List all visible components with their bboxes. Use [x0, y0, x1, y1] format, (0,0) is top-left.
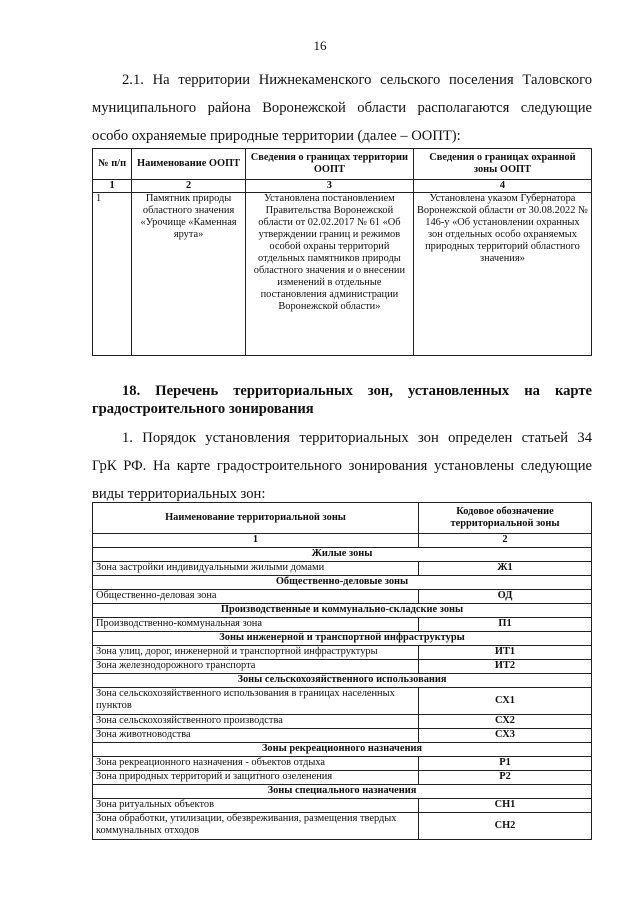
zone-group-title: Зоны рекреационного назначения [93, 743, 592, 757]
zone-group-row [93, 604, 592, 618]
heading-line: 18. Перечень территориальных зон, установленных на карте [122, 383, 592, 399]
zone-group-title: Жилые зоны [93, 548, 592, 562]
paragraph-line: ГрК РФ. На карте градостроительного зонирования установлены следующие [92, 458, 592, 474]
zone-name: Зона застройки индивидуальными жилыми домами [93, 562, 419, 576]
zone-code: ИТ1 [419, 646, 592, 660]
table-row [93, 688, 592, 715]
column-number: 1 [93, 180, 132, 193]
paragraph-line: муниципального района Воронежской области располагаются следующие [92, 100, 592, 116]
paragraph-line: 1. Порядок установления территориальных зон определен статьей 34 [122, 430, 592, 446]
table-row [93, 590, 592, 604]
zone-group-title: Зоны сельскохозяйственного использования [93, 674, 592, 688]
zone-group-title: Зоны специального назначения [93, 785, 592, 799]
zone-name: Производственно-коммунальная зона [93, 618, 419, 632]
zone-group-row [93, 674, 592, 688]
page-number: 16 [313, 38, 327, 53]
zone-name: Общественно-деловая зона [93, 590, 419, 604]
oopt-table [92, 148, 592, 356]
table-row [93, 562, 592, 576]
paragraph-line: особо охраняемые природные территории (далее – ООПТ): [92, 128, 461, 144]
zone-name: Зона обработки, утилизации, обезвреживания, размещения твердых коммунальных отходов [93, 813, 419, 840]
zone-group-title: Производственные и коммунально-складские зоны [93, 604, 592, 618]
column-number: 1 [93, 534, 419, 548]
zone-code: ИТ2 [419, 660, 592, 674]
heading-line: градостроительного зонирования [92, 401, 314, 417]
zone-code: СХ1 [419, 688, 592, 715]
zone-name: Зона рекреационного назначения - объектов отдыха [93, 757, 419, 771]
zone-group-row [93, 632, 592, 646]
zone-code: Ж1 [419, 562, 592, 576]
zone-name: Зона улиц, дорог, инженерной и транспортной инфраструктуры [93, 646, 419, 660]
zone-code: Р2 [419, 771, 592, 785]
zone-group-title: Общественно-деловые зоны [93, 576, 592, 590]
zone-code: СН2 [419, 813, 592, 840]
table-row [93, 729, 592, 743]
column-number: 3 [245, 180, 413, 193]
zone-name: Зона животноводства [93, 729, 419, 743]
paragraph-line: виды территориальных зон: [92, 486, 266, 502]
zone-name: Зона железнодорожного транспорта [93, 660, 419, 674]
zone-code: П1 [419, 618, 592, 632]
column-number: 4 [413, 180, 591, 193]
oopt-name: Памятник природы областного значения «Урочище «Каменная ярута» [132, 193, 246, 356]
zone-name: Зона сельскохозяйственного использования в границах населенных пунктов [93, 688, 419, 715]
table-header: Кодовое обозначение территориальной зоны [419, 503, 592, 534]
zone-group-row [93, 743, 592, 757]
row-number: 1 [93, 193, 132, 356]
zone-name: Зона ритуальных объектов [93, 799, 419, 813]
zone-code: ОД [419, 590, 592, 604]
table-header: Сведения о границах охранной зоны ООПТ [413, 149, 591, 180]
zone-code: СХ3 [419, 729, 592, 743]
column-number: 2 [419, 534, 592, 548]
table-row [93, 771, 592, 785]
zone-name: Зона сельскохозяйственного производства [93, 715, 419, 729]
paragraph-zones-intro [92, 424, 592, 508]
oopt-buffer-zone-info: Установлена указом Губернатора Воронежской области от 30.08.2022 № 146-у «Об установлении охранных зон отдельных особо охраняемых природных территорий областного значения» [413, 193, 591, 356]
table-header: Наименование ООПТ [132, 149, 246, 180]
table-row [93, 618, 592, 632]
table-row [93, 660, 592, 674]
zone-group-row [93, 785, 592, 799]
zone-group-row [93, 548, 592, 562]
table-header: № п/п [93, 149, 132, 180]
table-row [93, 813, 592, 840]
zone-name: Зона природных территорий и защитного озеленения [93, 771, 419, 785]
table-row [93, 715, 592, 729]
zone-code: Р1 [419, 757, 592, 771]
table-row [93, 193, 592, 356]
table-header: Сведения о границах территории ООПТ [245, 149, 413, 180]
zones-table [92, 502, 592, 840]
zone-group-title: Зоны инженерной и транспортной инфраструктуры [93, 632, 592, 646]
zone-code: СХ2 [419, 715, 592, 729]
table-header: Наименование территориальной зоны [93, 503, 419, 534]
zone-group-row [93, 576, 592, 590]
paragraph-line: 2.1. На территории Нижнекаменского сельского поселения Таловского [122, 72, 592, 88]
table-row [93, 646, 592, 660]
section-heading [92, 382, 592, 418]
column-number: 2 [132, 180, 246, 193]
paragraph-oopt-intro [92, 66, 592, 150]
oopt-territory-info: Установлена постановлением Правительства Воронежской области от 02.02.2017 № 61 «Об утверждении границ и режимов особой охраны территорий отдельных памятников природы областного значения и о внесении изменений в отдельные постановления администрации Воронежской области» [245, 193, 413, 356]
table-row [93, 757, 592, 771]
zone-code: СН1 [419, 799, 592, 813]
table-row [93, 799, 592, 813]
